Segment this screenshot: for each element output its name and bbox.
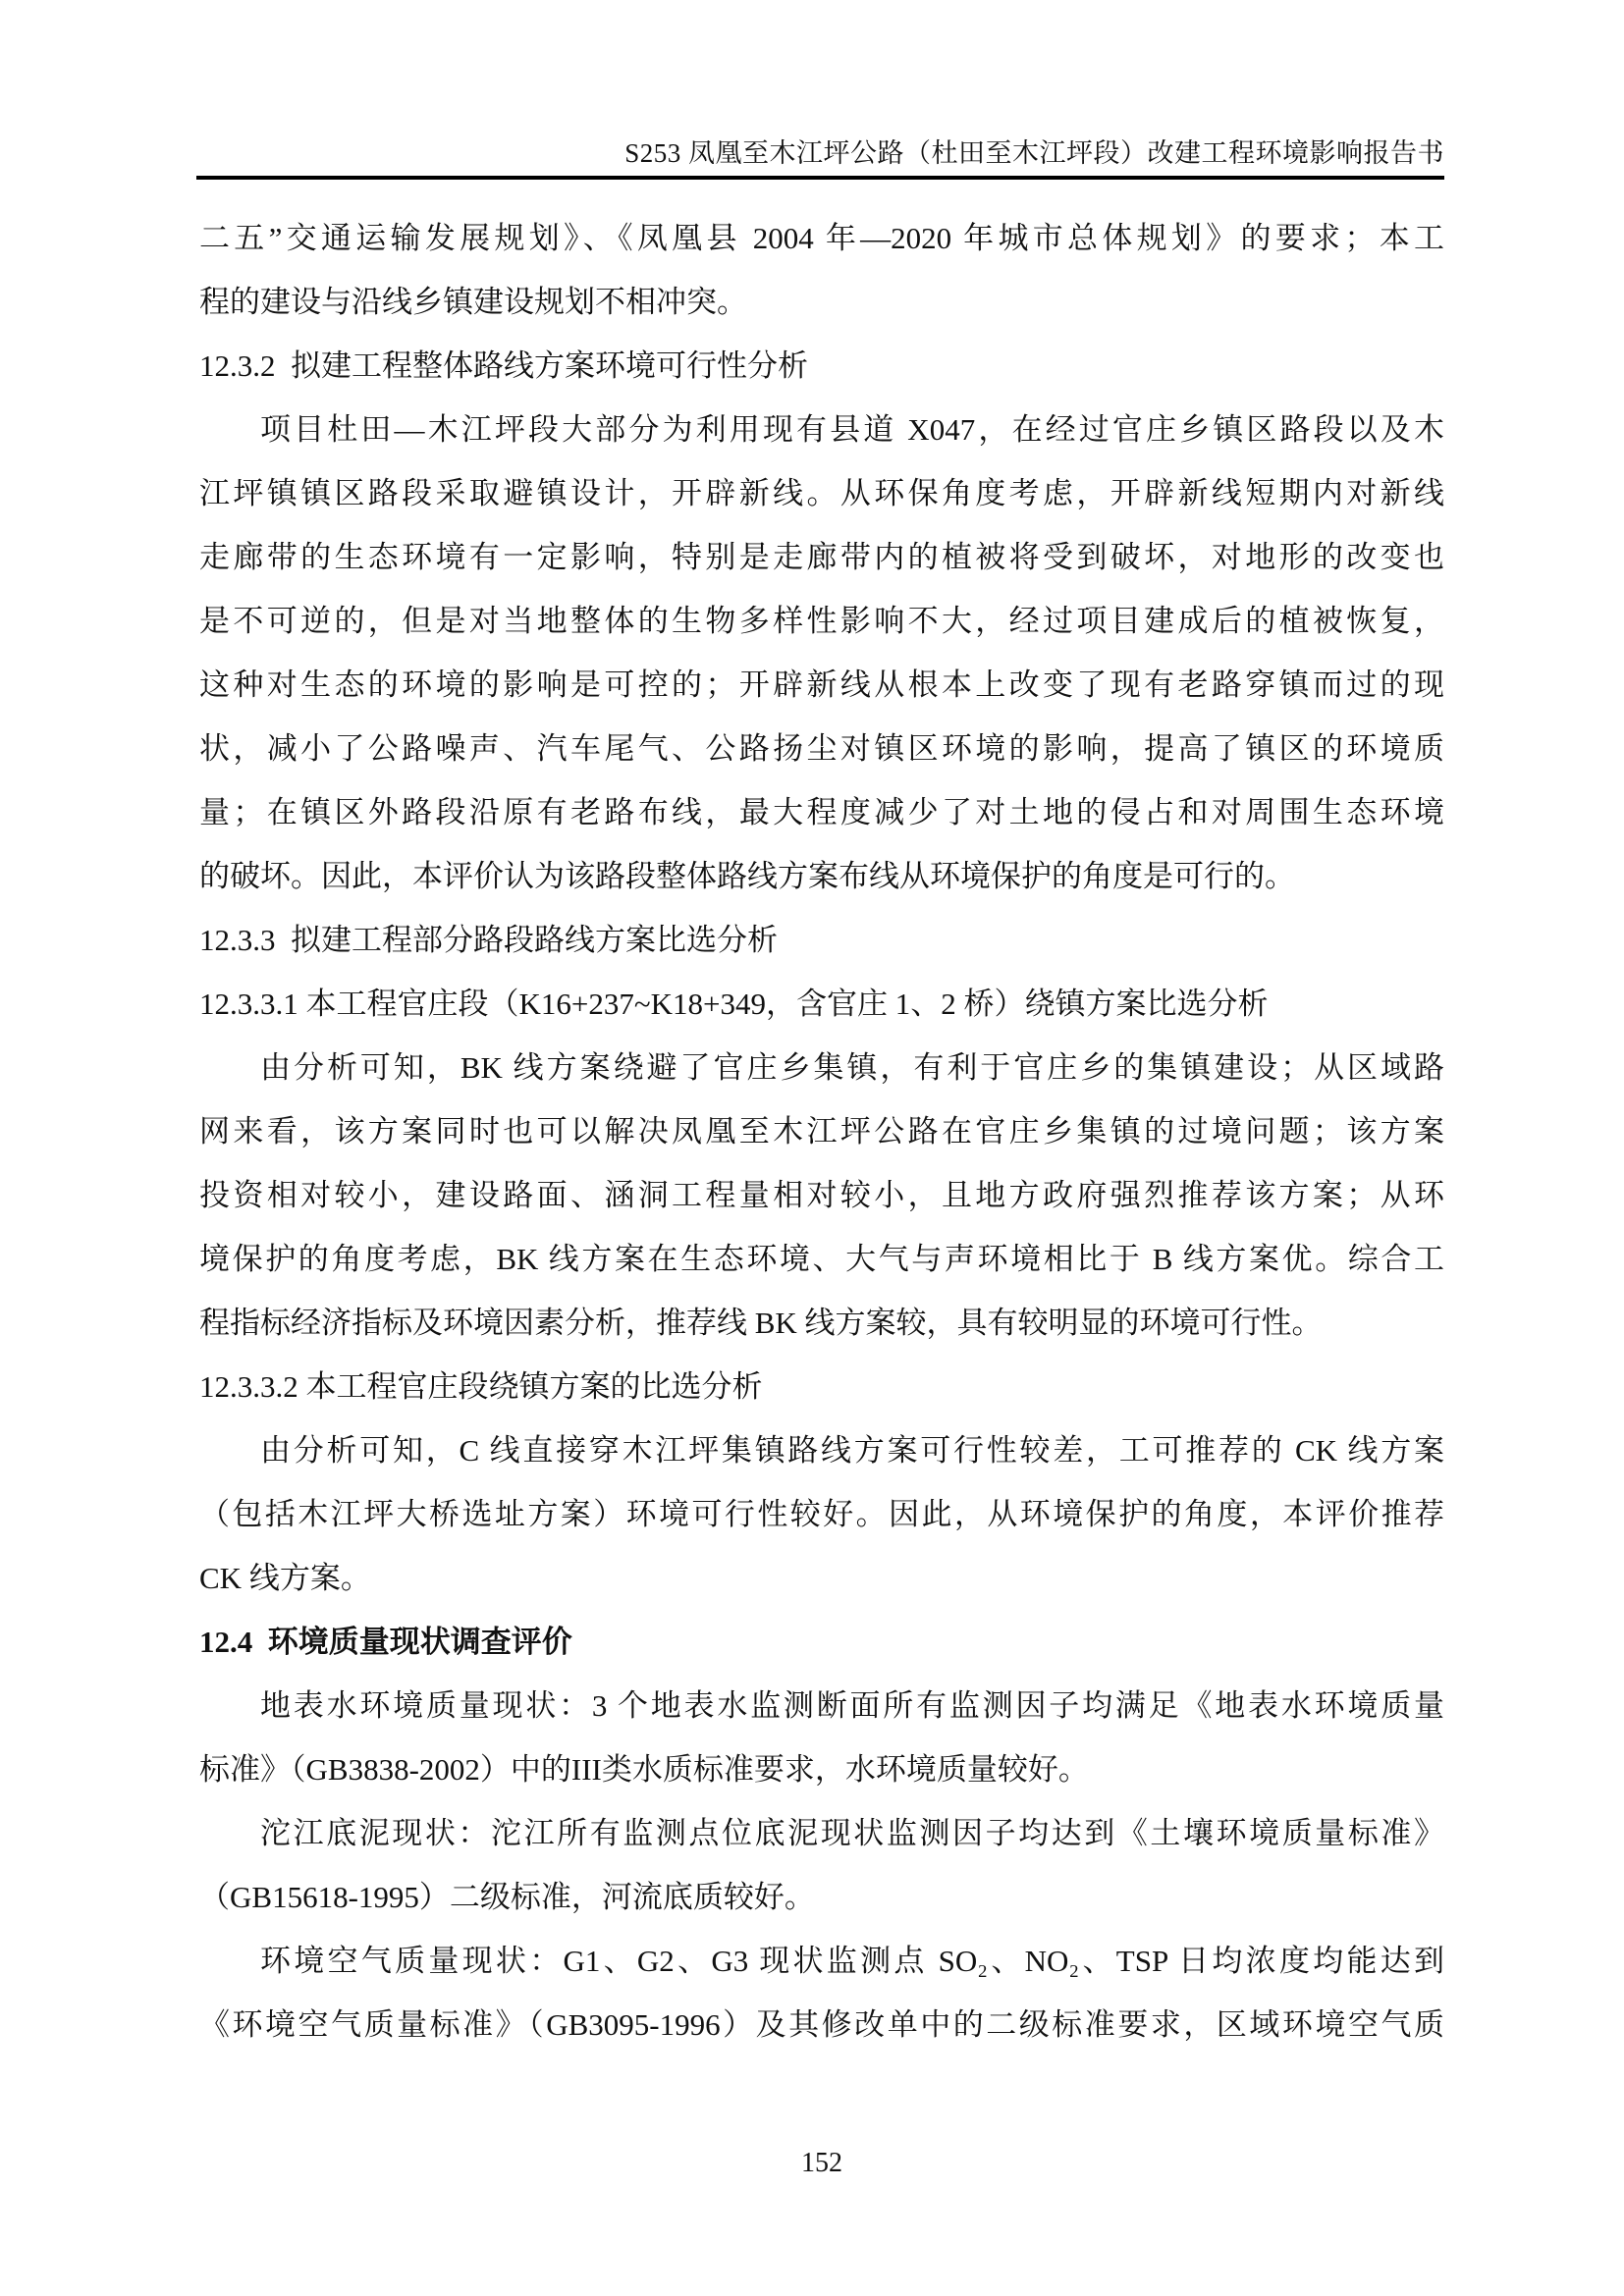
body-text-line: 由分析可知，C 线直接穿木江坪集镇路线方案可行性较差，工可推荐的 CK 线方案 — [260, 1433, 1444, 1468]
section-heading: 12.3.2 拟建工程整体路线方案环境可行性分析 — [199, 348, 808, 383]
body-text-line: 是不可逆的，但是对当地整体的生物多样性影响不大，经过项目建成后的植被恢复， — [199, 604, 1444, 638]
document-body — [199, 206, 1444, 2056]
body-text-line: （包括木江坪大桥选址方案）环境可行性较好。因此，从环境保护的角度，本评价推荐 — [199, 1497, 1444, 1531]
header-rule — [196, 176, 1444, 180]
body-text-line: 沱江底泥现状：沱江所有监测点位底泥现状监测因子均达到《土壤环境质量标准》 — [260, 1816, 1444, 1850]
body-text-line: CK 线方案。 — [199, 1561, 371, 1595]
page-footer — [199, 2146, 1444, 2181]
page-header-title: S253 凤凰至木江坪公路（杜田至木江坪段）改建工程环境影响报告书 — [624, 138, 1444, 168]
body-text-line: （GB15618-1995）二级标准，河流底质较好。 — [199, 1880, 815, 1914]
body-text-line: 走廊带的生态环境有一定影响，特别是走廊带内的植被将受到破坏，对地形的改变也 — [199, 540, 1444, 574]
body-text-line: 投资相对较小，建设路面、涵洞工程量相对较小，且地方政府强烈推荐该方案；从环 — [199, 1178, 1444, 1212]
body-text-line: 的破坏。因此，本评价认为该路段整体路线方案布线从环境保护的角度是可行的。 — [199, 859, 1295, 893]
section-heading: 12.3.3.2 本工程官庄段绕镇方案的比选分析 — [199, 1369, 763, 1404]
heading-number: 12.4 — [199, 1625, 268, 1659]
section-heading — [199, 1610, 1444, 1674]
body-text-line: 地表水环境质量现状：3 个地表水监测断面所有监测因子均满足《地表水环境质量 — [260, 1688, 1444, 1723]
heading-text: 环境质量现状调查评价 — [267, 1625, 572, 1659]
body-text-line: 状，减小了公路噪声、汽车尾气、公路扬尘对镇区环境的影响，提高了镇区的环境质 — [199, 731, 1444, 766]
body-text-line: 项目杜田—木江坪段大部分为利用现有县道 X047，在经过官庄乡镇区路段以及木 — [260, 412, 1444, 447]
page-number: 152 — [801, 2148, 842, 2178]
body-text-line: 环境空气质量现状：G1、G2、G3 现状监测点 SO₂、NO₂、TSP 日均浓度均能达到 — [260, 1944, 1444, 1978]
section-heading: 12.3.3 拟建工程部分路段路线方案比选分析 — [199, 923, 778, 957]
body-text-line: 二五”交通运输发展规划》、《凤凰县 2004 年—2020 年城市总体规划》的要求；本工 — [199, 221, 1444, 255]
body-text-line: 量；在镇区外路段沿原有老路布线，最大程度减少了对土地的侵占和对周围生态环境 — [199, 795, 1444, 829]
body-text-line: 由分析可知，BK 线方案绕避了官庄乡集镇，有利于官庄乡的集镇建设；从区域路 — [260, 1050, 1444, 1085]
section-heading: 12.3.3.1 本工程官庄段（K16+237~K18+349，含官庄 1、2 桥）绕镇方案比选分析 — [199, 987, 1269, 1021]
body-text-line: 程的建设与沿线乡镇建设规划不相冲突。 — [199, 285, 747, 319]
body-text-line: 江坪镇镇区路段采取避镇设计，开辟新线。从环保角度考虑，开辟新线短期内对新线 — [199, 476, 1444, 510]
body-text-line: 标准》（GB3838-2002）中的III类水质标准要求，水环境质量较好。 — [199, 1752, 1089, 1787]
body-text-line: 网来看，该方案同时也可以解决凤凰至木江坪公路在官庄乡集镇的过境问题；该方案 — [199, 1114, 1444, 1148]
body-text-line: 《环境空气质量标准》（GB3095-1996）及其修改单中的二级标准要求，区域环境空气质 — [199, 2007, 1444, 2042]
body-text-line: 这种对生态的环境的影响是可控的；开辟新线从根本上改变了现有老路穿镇而过的现 — [199, 667, 1444, 702]
body-text-line: 境保护的角度考虑，BK 线方案在生态环境、大气与声环境相比于 B 线方案优。综合工 — [199, 1242, 1444, 1276]
body-text-line: 程指标经济指标及环境因素分析，推荐线 BK 线方案较，具有较明显的环境可行性。 — [199, 1306, 1323, 1340]
